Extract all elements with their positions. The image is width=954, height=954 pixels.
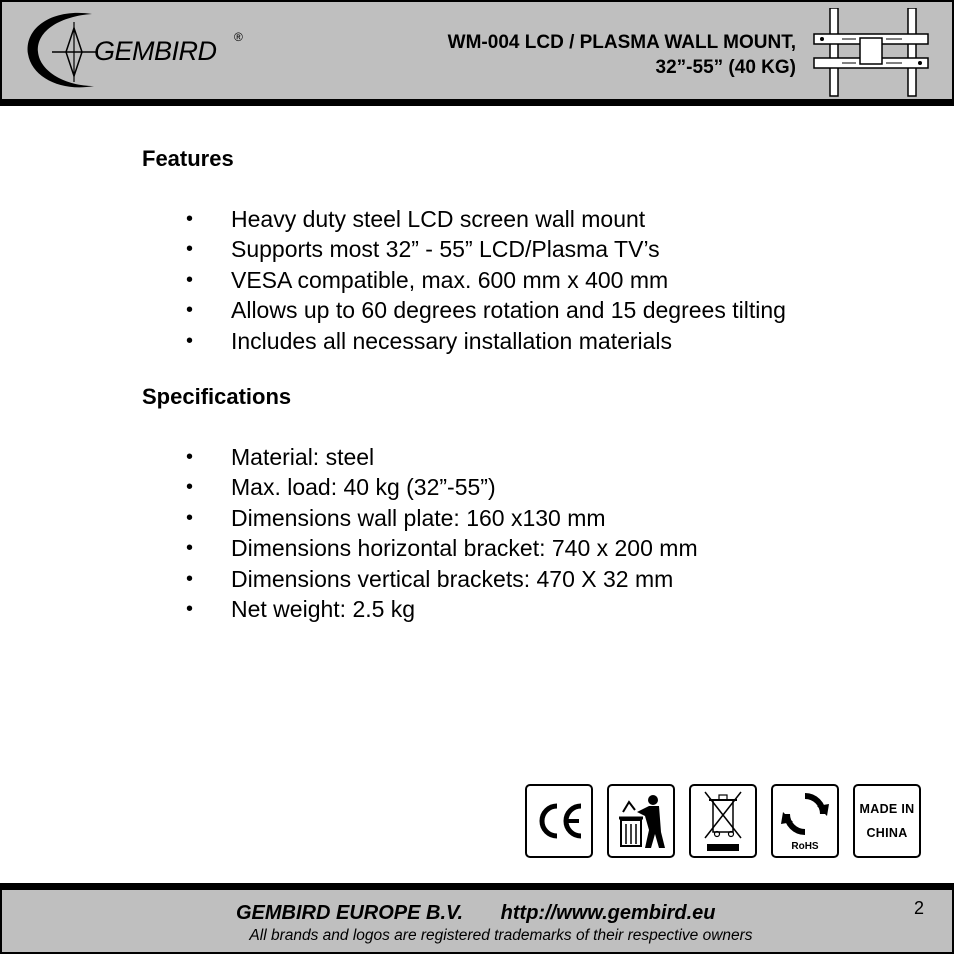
section-gap xyxy=(142,356,902,384)
trademark-notice: All brands and logos are registered trademarks of their respective owners xyxy=(249,927,753,944)
page-footer xyxy=(0,883,954,954)
title-line-2: 32”-55” (40 KG) xyxy=(655,57,796,78)
bullet-icon: • xyxy=(186,238,194,261)
gembird-logo xyxy=(22,6,262,96)
list-item: • Heavy duty steel LCD screen wall mount xyxy=(142,204,902,234)
list-item: • Max. load: 40 kg (32”-55”) xyxy=(142,472,902,502)
rohs-label: RoHS xyxy=(791,841,819,852)
rohs-icon xyxy=(771,784,839,858)
ce-logo xyxy=(527,786,591,856)
list-item: • Supports most 32” - 55” LCD/Plasma TV’s xyxy=(142,234,902,264)
features-heading: Features xyxy=(142,146,234,171)
list-item: • Includes all necessary installation materials xyxy=(142,326,902,356)
bullet-icon: • xyxy=(186,537,194,560)
wall-mount-product-icon xyxy=(812,8,930,98)
specifications-list xyxy=(142,442,902,624)
footer-url-link[interactable]: http://www.gembird.eu xyxy=(500,902,716,924)
page-header xyxy=(0,0,954,106)
list-item: • Dimensions wall plate: 160 x130 mm xyxy=(142,503,902,533)
made-in-china-icon xyxy=(853,784,921,858)
bullet-icon: • xyxy=(186,476,194,499)
recycle-bin-icon xyxy=(607,784,675,858)
page-title xyxy=(448,30,796,80)
bullet-icon: • xyxy=(186,329,194,352)
weee-crossed-bin-icon xyxy=(689,784,757,858)
list-item: • Allows up to 60 degrees rotation and 15 degrees tilting xyxy=(142,295,902,325)
features-list xyxy=(142,204,902,356)
list-item: • VESA compatible, max. 600 mm x 400 mm xyxy=(142,265,902,295)
main-content xyxy=(142,146,902,624)
list-item: • Net weight: 2.5 kg xyxy=(142,594,902,624)
bullet-icon: • xyxy=(186,208,194,230)
registered-mark: ® xyxy=(234,30,243,44)
china-label: CHINA xyxy=(866,826,908,840)
specifications-heading: Specifications xyxy=(142,383,292,409)
footer-company: GEMBIRD EUROPE B.V. xyxy=(236,902,464,924)
made-in-label: MADE IN xyxy=(859,802,915,816)
page-number: 2 xyxy=(914,898,925,918)
brand-name: GEMBIRD xyxy=(94,36,217,66)
bullet-icon: • xyxy=(186,567,194,590)
bullet-icon: • xyxy=(186,506,194,529)
bullet-icon: • xyxy=(186,299,194,322)
list-item: • Dimensions vertical brackets: 470 X 32 mm xyxy=(142,564,902,594)
bullet-icon: • xyxy=(186,268,194,291)
list-item: • Dimensions horizontal bracket: 740 x 200 mm xyxy=(142,533,902,563)
title-line-1: WM-004 LCD / PLASMA WALL MOUNT, xyxy=(447,32,796,53)
bullet-icon: • xyxy=(186,597,194,620)
ce-mark-icon xyxy=(525,784,593,858)
footer-contact xyxy=(236,902,715,925)
bullet-icon: • xyxy=(186,445,194,468)
list-item: • Material: steel xyxy=(142,442,902,472)
